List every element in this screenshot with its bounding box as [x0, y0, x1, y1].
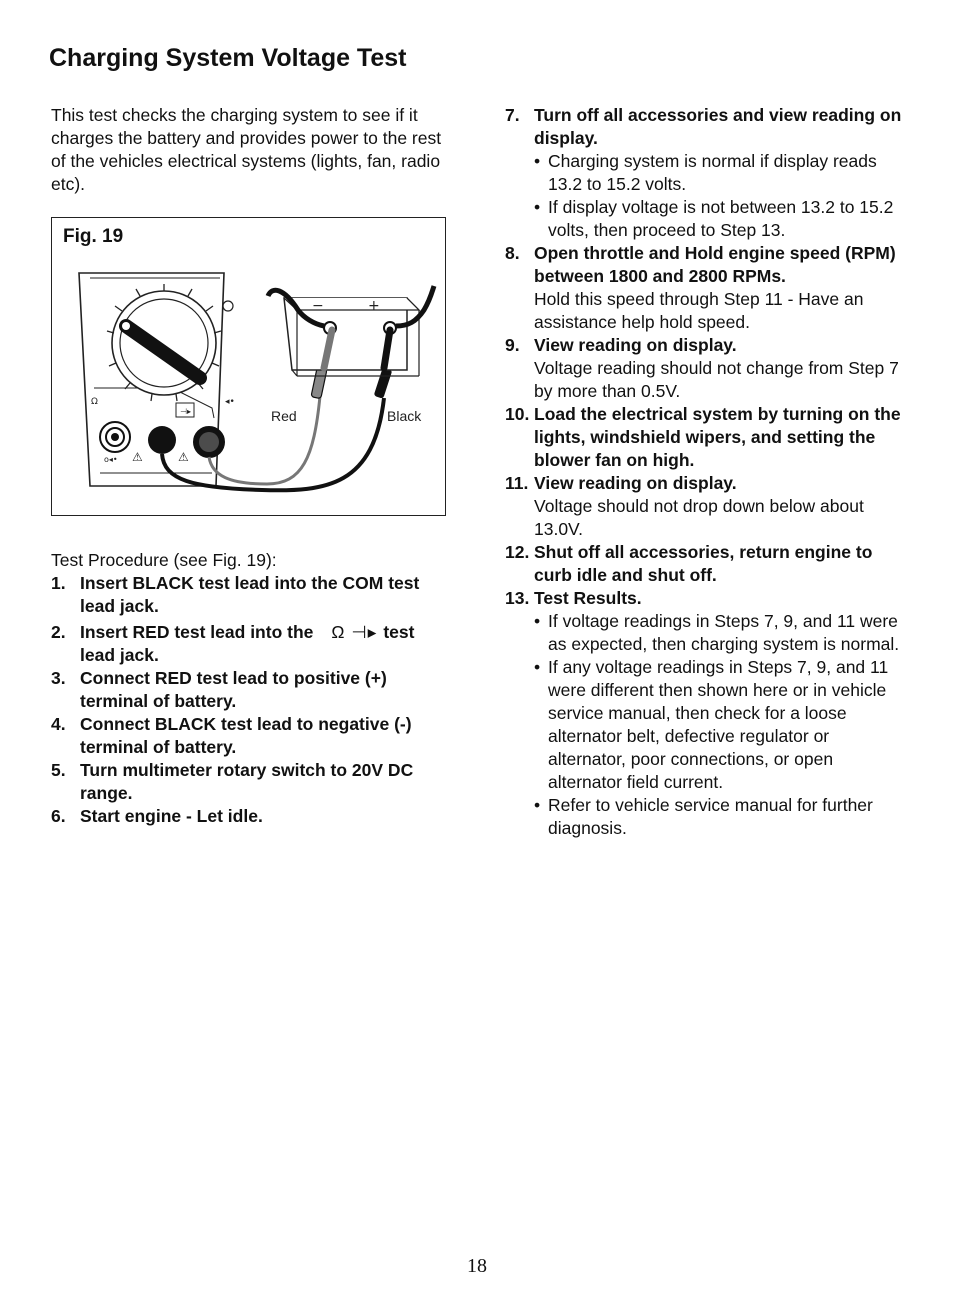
step-4	[51, 713, 451, 759]
step-8	[505, 242, 905, 334]
ohm-diode-symbol: Ω ⊣▸	[331, 622, 378, 642]
black-lead-label: Black	[387, 408, 422, 424]
step-note: Voltage should not drop down below about 13.0V.	[534, 496, 864, 539]
step-text: Load the electrical system by turning on the lights, windshield wipers, and setting the blower fan on high.	[534, 404, 901, 470]
step-text-cont: test lead jack.	[80, 622, 415, 665]
step-12	[505, 541, 905, 587]
red-lead	[209, 396, 320, 484]
step-text: Turn off all accessories and view reading on display.	[534, 105, 902, 148]
intro-paragraph: This test checks the charging system to see if it charges the battery and provides power to the rest of the vehicles electrical systems (lights, fan, radio etc).	[51, 105, 442, 194]
step-7-bullets	[534, 150, 905, 242]
bullet-item: • Refer to vehicle service manual for further diagnosis.	[534, 794, 905, 840]
step-7	[505, 104, 905, 242]
step-11	[505, 472, 905, 541]
step-text: View reading on display.	[534, 335, 737, 355]
step-note: Voltage reading should not change from Step 7 by more than 0.5V.	[534, 358, 899, 401]
step-13-bullets	[534, 610, 905, 840]
jack-com	[148, 426, 176, 454]
step-text: Turn multimeter rotary switch to 20V DC range.	[80, 760, 414, 803]
step-text: Insert RED test lead into the	[80, 622, 314, 642]
step-10	[505, 403, 905, 472]
procedure-steps-left	[51, 572, 451, 828]
step-6	[51, 805, 451, 828]
step-text: Start engine - Let idle.	[80, 806, 263, 826]
step-9	[505, 334, 905, 403]
step-3	[51, 667, 451, 713]
battery-pos-mark: +	[368, 298, 380, 314]
step-13	[505, 587, 905, 840]
step-number: 5.	[51, 760, 66, 780]
step-number: 3.	[51, 668, 66, 688]
multimeter-battery-diagram	[52, 218, 447, 517]
step-text: View reading on display.	[534, 473, 737, 493]
page-title: Charging System Voltage Test	[49, 44, 407, 72]
figure-label: Fig. 19	[63, 226, 124, 247]
step-number: 13.	[505, 588, 530, 608]
step-number: 10.	[505, 404, 530, 424]
procedure-intro: Test Procedure (see Fig. 19):	[51, 550, 277, 570]
battery-neg-mark: −	[312, 298, 324, 314]
bullet-item: • If any voltage readings in Steps 7, 9, and 11 were different then shown here or in vehicle service manual, then check for a loose alternator belt, defective regulator or alternator, poor connections, or open alternator field current.	[534, 656, 905, 794]
svg-text:⊣▸: ⊣▸	[180, 407, 191, 416]
bullet-item: • Charging system is normal if display reads 13.2 to 15.2 volts.	[534, 150, 905, 196]
step-number: 1.	[51, 573, 66, 593]
step-number: 6.	[51, 806, 66, 826]
ohm-mark: Ω	[91, 397, 98, 407]
bullet-item: • If voltage readings in Steps 7, 9, and 11 were as expected, then charging system is normal.	[534, 610, 905, 656]
step-text: Insert BLACK test lead into the COM test lead jack.	[80, 573, 420, 616]
svg-text:o◂•: o◂•	[104, 455, 118, 464]
step-number: 2.	[51, 622, 66, 642]
step-note: Hold this speed through Step 11 - Have an assistance help hold speed.	[534, 289, 864, 332]
page-number: 18	[467, 1255, 487, 1277]
procedure-steps-right	[505, 104, 905, 840]
step-5	[51, 759, 451, 805]
step-number: 12.	[505, 542, 530, 562]
step-2	[51, 621, 451, 667]
step-text: Connect BLACK test lead to negative (-) terminal of battery.	[80, 714, 412, 757]
step-number: 9.	[505, 335, 520, 355]
step-number: 7.	[505, 105, 520, 125]
step-text: Shut off all accessories, return engine to curb idle and shut off.	[534, 542, 873, 585]
svg-text:⚠: ⚠	[132, 450, 143, 464]
step-text: Test Results.	[534, 588, 642, 608]
bullet-item: • If display voltage is not between 13.2 to 15.2 volts, then proceed to Step 13.	[534, 196, 905, 242]
step-number: 8.	[505, 243, 520, 263]
step-text: Open throttle and Hold engine speed (RPM) between 1800 and 2800 RPMs.	[534, 243, 896, 286]
step-number: 11.	[505, 473, 529, 493]
step-text: Connect RED test lead to positive (+) terminal of battery.	[80, 668, 387, 711]
svg-text:◂•: ◂•	[225, 397, 235, 407]
red-lead-label: Red	[271, 408, 297, 424]
step-number: 4.	[51, 714, 66, 734]
figure-19	[51, 217, 446, 516]
step-1	[51, 572, 451, 618]
svg-text:⚠: ⚠	[178, 450, 189, 464]
